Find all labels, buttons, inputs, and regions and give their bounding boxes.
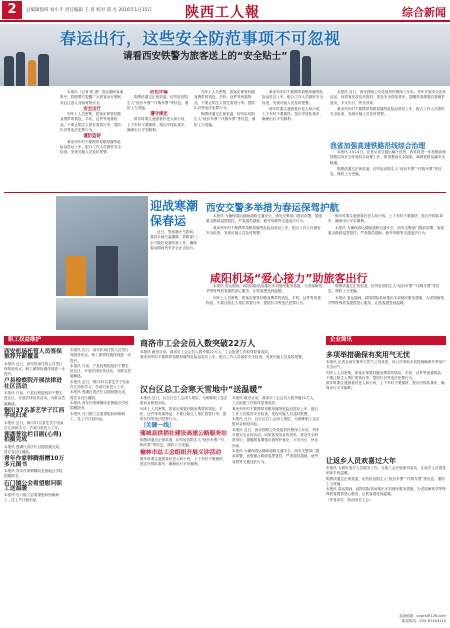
lower-middle-paragraph: 本报讯 截至目前，商洛市工会会员人数突破22万人，工会组建工作取得显著成效。 — [232, 396, 317, 406]
figure-shape — [4, 56, 14, 86]
brief-body: 本报讯 青年作家韩腾向贫困地区学校捐赠图书。 — [70, 400, 129, 411]
figure-shape — [290, 50, 300, 86]
lead-photo-banner — [0, 24, 450, 86]
feature-photo-2 — [56, 298, 148, 330]
story-a-paragraph: 本报讯 1月14日，记者从省交通运输厅获悉，我省将进一步加强高速铁路沿线安全环境综合治理工作，排查整治安全隐患，确保铁路运输安全畅通。 — [330, 150, 446, 165]
lead-column-1 — [60, 90, 124, 188]
lower-right-band: 企业简讯 — [326, 336, 446, 345]
story-b-paragraph: 候车时要注意照看好老人和小孩，上下车时不要拥挤，按次序排队乘车，确保出行平安顺利。 — [328, 214, 443, 224]
sub-box-title: 榆林市总工会组织开展义诊活动 — [140, 449, 222, 456]
brief-title: 莲湖普法栏目剧(心得)拍摄完成 — [4, 432, 62, 444]
figure-shape — [16, 52, 25, 86]
lower-middle-title-2: 汉台区总工会寒天雪地中“送温暖” — [140, 385, 263, 394]
lead-intro: 本报讯（记者 张 勇）春运期间客流集中，铁路警方提醒广大旅客出行期间务必注意人身和财物安全。 — [60, 90, 124, 105]
story-a-title: 我省加强高速铁路沿线综合治理 — [330, 142, 426, 150]
lower-right-paragraph: 列车上人员密集，旅客应保管好随身携带的钱包、手机、证件等贵重物品，不要让陌生人帮忙看管行李，提防扒窃等违法犯罪行为。 — [326, 370, 445, 380]
story-b-body-left — [206, 214, 324, 266]
lead-paragraph: 乘坐列车时不要携带易燃易爆等危险品进站上车，配合工作人员做好安全检查，发现可疑人员及时报警。 — [330, 106, 445, 117]
brief-body: 本报讯 近日，铜川37名茶艺学子结束在江西的学习，学成归来投入工作。 — [70, 379, 130, 390]
figure-shape — [38, 54, 49, 86]
section-divider — [4, 192, 446, 193]
lead-paragraph: 购票请通过正规渠道，切勿轻信陌生人“低价车票”“代购车票”等信息，谨防上当受骗。 — [127, 95, 189, 110]
brief-body: 本报讯 近日，西安机场托管人员签订保推荐协议，职工薪资待遇得到进一步提升。 — [4, 361, 66, 377]
lead-section-title: 谨防盗窃 — [83, 134, 101, 140]
story-c-body-right — [328, 284, 446, 330]
feature-title-line1: 迎战寒潮 — [150, 199, 199, 213]
lead-paragraph: 购票请通过正规渠道，切勿轻信陌生人“低价车票”“代购车票”等信息，谨防上当受骗。 — [194, 112, 256, 127]
lower-right-title-2: 让返乡人员欢喜过大年 — [326, 457, 396, 465]
footer-email: 本版邮箱：sxgrb@126.com — [398, 614, 446, 618]
lead-section-title: 遵守规定 — [150, 112, 168, 118]
lead-column-4 — [262, 90, 326, 188]
sub-box-label: 〔关键一线〕 — [140, 423, 175, 430]
brief-body: 本报讯 日前，户县检察院组织干警走进社区，开展法律宣传活动，为群众答疑解惑。 — [4, 391, 66, 406]
newspaper-logo: 陕西工人報 — [185, 5, 260, 21]
lead-section-title: 安全出行 — [83, 106, 101, 112]
story-c-paragraph: 购票请通过正规渠道，切勿轻信陌生人“低价车票”“代购车票”等信息，谨防上当受骗。 — [328, 284, 440, 294]
lower-right-body-2 — [326, 466, 446, 596]
feature-title-line2: 保春运 — [150, 214, 187, 228]
masthead — [0, 0, 450, 22]
feature-photo — [56, 196, 148, 296]
lead-section-title: 防范诈骗 — [150, 90, 168, 95]
brief-title: 西安机场托管人员签保推荐升薪覆盖 — [4, 349, 62, 361]
lower-middle-column-2 — [232, 396, 320, 618]
lower-middle-paragraph: 乘坐列车时不要携带易燃易爆等危险品进站上车，配合工作人员做好安全检查，发现可疑人员及时报警。 — [232, 406, 319, 416]
brief-body: 本报讯 莲湖区普法栏目剧拍摄完成，将在各社区播放。 — [4, 444, 63, 455]
brief-body: 本报讯 近日，铜川37名茶艺学子结束在江西的学习，学成归来投入工作。 — [4, 420, 64, 430]
lower-right-title: 多项举措确保有奖用气无忧 — [326, 351, 410, 359]
story-c-body-left — [206, 284, 324, 330]
lead-subhead: 请看西安铁警为旅客送上的“安全贴士” — [123, 51, 288, 62]
lower-right-author: （作者单位：陕西省总工会） — [326, 497, 373, 502]
story-b-paragraph: 乘坐列车时不要携带易燃易爆等危险品进站上车，配合工作人员做好安全检查，发现可疑人员及时报警。 — [206, 225, 321, 235]
brief-title: 户县检察院开展法律进社区活动 — [4, 378, 62, 390]
brief-body: 本报讯 石门镇工会看望慰问困难职工，送上节日慰问品。 — [4, 493, 60, 503]
lead-paragraph: 候车时要注意照看好老人和小孩，上下车时不要拥挤，按次序排队乘车，确保出行平安顺利。 — [127, 117, 189, 133]
figure-shape — [302, 56, 311, 86]
lead-paragraph: 本报讯 近日，西安铁路公安处组织民警深入车站、列车开展安全宣传活动，向旅客发放宣传资料，普及安全防范常识，提醒旅客增强自我保护意识，平安出行、快乐回家。 — [330, 90, 446, 105]
lower-right-paragraph: 候车时要注意照看好老人和小孩，上下车时不要拥挤，按次序排队乘车，确保出行平安顺利。 — [326, 381, 445, 391]
lead-paragraph: 列车上人员密集，旅客应保管好随身携带的钱包、手机、证件等贵重物品，不要让陌生人帮忙看管行李，提防扒窃等违法犯罪行为。 — [60, 112, 122, 133]
brief-body: 本报讯 石门镇工会看望慰问困难职工，送上节日慰问品。 — [70, 411, 126, 421]
page-number: 2 — [2, 1, 22, 19]
brief-body: 本报讯 近日，西安机场托管人员签订保推荐协议，职工薪资待遇得到进一步提升。 — [70, 348, 132, 363]
brief-title: 铜川37名茶艺学子江西学成归来 — [4, 407, 65, 420]
lower-middle-paragraph: 列车上人员密集，旅客应保管好随身携带的钱包、手机、证件等贵重物品，不要让陌生人帮忙看管行李，提防扒窃等违法犯罪行为。 — [140, 406, 227, 422]
footer-info — [399, 614, 446, 624]
lower-middle-paragraph: 候车时要注意照看好老人和小孩，上下车时不要拥挤，按次序排队乘车，确保出行平安顺利。 — [140, 456, 227, 467]
story-b-paragraph: 本报讯 为确保春运期间道路交通安全，西安交警部门提前部署，加强重点路段巡逻管控，严查超员超载、疲劳驾驶等交通违法行为。 — [328, 225, 444, 235]
lower-middle-paragraph: 本报讯 近日，西安铁路公安处组织民警深入车站、列车开展安全宣传活动，向旅客发放宣传资料，普及安全防范常识，提醒旅客增强自我保护意识，平安出行、快乐回家。 — [232, 427, 320, 448]
brief-body: 本报讯 日前，户县检察院组织干警走进社区，开展法律宣传活动，为群众答疑解惑。 — [70, 363, 132, 379]
lower-left-column-1 — [4, 348, 66, 618]
lower-middle-paragraph: 购票请通过正规渠道，切勿轻信陌生人“低价车票”“代购车票”等信息，谨防上当受骗。 — [140, 438, 225, 448]
lower-middle-paragraph: 本报讯 近日，汉台区总工会深入基层，为困难职工送去慰问金和慰问品。 — [140, 396, 228, 406]
story-b-paragraph: 本报讯 为确保春运期间道路交通安全，西安交警部门提前部署，加强重点路段巡逻管控，严查超员超载、疲劳驾驶等交通违法行为。 — [206, 214, 322, 224]
story-a-paragraph: 购票请通过正规渠道，切勿轻信陌生人“低价车票”“代购车票”等信息，谨防上当受骗。 — [330, 166, 442, 177]
lead-headline: 春运出行，这些安全防范事项不可忽视 — [60, 29, 341, 48]
lower-middle-column-1 — [140, 396, 228, 618]
lower-left-band: 职工权益维护 — [4, 336, 134, 345]
lower-left-column-2 — [70, 348, 132, 618]
lead-right-column — [330, 90, 446, 134]
lower-right-paragraph: 本报讯 记者从西安秦华天然气公司获悉，该公司采取多项措施确保冬季用户安全用气。 — [326, 360, 446, 370]
brief-title: 青年作家韩腾捐赠10万多元图书 — [4, 456, 65, 468]
figure-shape — [28, 60, 36, 86]
lead-column-2 — [127, 90, 191, 188]
footer-hotline: 新闻热线：029-87344110 — [401, 619, 446, 623]
story-b-title: 西安交警多举措为春运保驾护航 — [206, 203, 340, 214]
story-b-body-right — [328, 214, 446, 266]
lower-middle-paragraph: 本报讯 截至目前，商洛市工会会员人数突破22万人，工会组建工作取得显著成效。 — [140, 350, 272, 354]
story-c-paragraph: 本报讯 春运期间，咸阳国际机场推出多项便民服务措施，为老弱病残孕等特殊旅客提供爱心服务，让旅客感受到温暖。 — [328, 295, 444, 305]
sub-box-title: 蒲城县供销社建设高速公路服务站 — [140, 430, 227, 437]
brief-title: 石门镇公会看望慰问职工送温暖 — [4, 480, 62, 492]
lead-paragraph: 乘坐列车时不要携带易燃易爆等危险品进站上车，配合工作人员做好安全检查，发现可疑人员及时报警。 — [60, 139, 122, 155]
lead-column-3 — [194, 90, 258, 188]
lower-right-paragraph: 本报讯 春运期间，咸阳国际机场推出多项便民服务措施，为老弱病残孕等特殊旅客提供爱心服务，让旅客感受到温暖。 — [326, 487, 446, 497]
section-title: 综合新闻 — [402, 6, 446, 19]
feature-caption-text: 近日，受寒潮天气影响，我省多地气温骤降，铁路部门全力做好设备防寒工作，确保春运期间列车安全正点运行。 — [150, 230, 197, 250]
lead-paragraph: 列车上人员密集，旅客应保管好随身携带的钱包、手机、证件等贵重物品，不要让陌生人帮忙看管行李，提防扒窃等违法犯罪行为。 — [194, 90, 256, 110]
feature-caption — [150, 230, 200, 330]
brief-body: 本报讯 莲湖区普法栏目剧拍摄完成，将在各社区播放。 — [70, 390, 129, 400]
lower-middle-paragraph: 本报讯 近日，汉台区总工会深入基层，为困难职工送去慰问金和慰问品。 — [232, 417, 320, 427]
worker-shape — [96, 246, 118, 296]
lower-right-paragraph: 购票请通过正规渠道，切勿轻信陌生人“低价车票”“代购车票”等信息，谨防上当受骗。 — [326, 476, 445, 486]
lower-right-body — [326, 360, 446, 452]
brief-body: 本报讯 青年作家韩腾向贫困地区学校捐赠图书。 — [4, 468, 63, 479]
lead-paragraph: 乘坐列车时不要携带易燃易爆等危险品进站上车，配合工作人员做好安全检查，发现可疑人员及时报警。 — [262, 90, 324, 105]
story-c-paragraph: 本报讯 春运期间，咸阳国际机场推出多项便民服务措施，为老弱病残孕等特殊旅客提供爱心服务，让旅客感受到温暖。 — [206, 284, 322, 294]
lower-middle-title: 商洛市工会会员入数突破22万人 — [140, 339, 256, 348]
masthead-info: 总编辑值班 刘小平 责任编辑 王 青 校对 郑 方 2016年1月15日 — [26, 8, 152, 13]
lead-paragraph: 候车时要注意照看好老人和小孩，上下车时不要拥挤，按次序排队乘车，确保出行平安顺利。 — [262, 106, 324, 122]
lower-middle-paragraph: 乘坐列车时不要携带易燃易爆等危险品进站上车，配合工作人员做好安全检查，发现可疑人员及时报警。 — [140, 355, 306, 360]
lower-middle-body — [140, 350, 320, 380]
lower-right-paragraph: 本报讯 为做好返乡人员服务工作，当地工会开展系列活动，让返乡人员感受到家乡的温暖。 — [326, 466, 446, 476]
story-a-body — [330, 150, 446, 188]
story-c-title: 咸阳机场“爱心接力”助旅客出行 — [210, 272, 368, 285]
lower-middle-paragraph: 本报讯 为确保春运期间道路交通安全，西安交警部门提前部署，加强重点路段巡逻管控，严查超员超载、疲劳驾驶等交通违法行为。 — [232, 448, 320, 464]
story-c-paragraph: 列车上人员密集，旅客应保管好随身携带的钱包、手机、证件等贵重物品，不要让陌生人帮忙看管行李，提防扒窃等违法犯罪行为。 — [206, 295, 321, 305]
worker-shape — [66, 256, 86, 296]
